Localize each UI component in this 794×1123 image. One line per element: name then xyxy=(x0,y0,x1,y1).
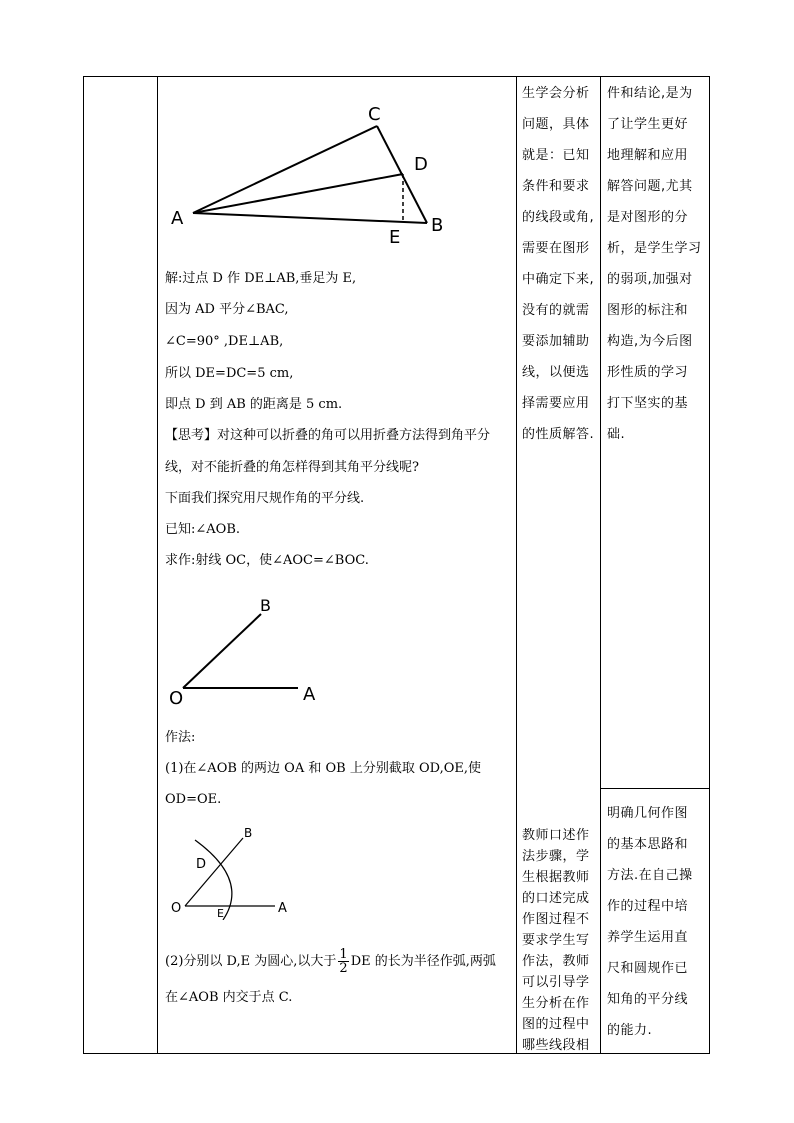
segment-ac xyxy=(193,126,377,213)
student-activity-column-bottom xyxy=(522,825,590,1056)
column-line: 作图过程不 xyxy=(522,912,590,927)
think-line-1 xyxy=(165,428,490,444)
column-divider xyxy=(600,76,601,1054)
column-line: 生学会分析 xyxy=(522,86,590,101)
column-line: 析，是学生学习 xyxy=(607,241,702,256)
method-line: 作法: xyxy=(165,730,196,745)
column-line: 的弱项,加强对 xyxy=(607,272,693,287)
column-line: 教师口述作 xyxy=(522,828,590,843)
think-text: 对这种可以折叠的角可以用折叠方法得到角平分 xyxy=(217,428,491,443)
column-line: 地理解和应用 xyxy=(607,148,689,163)
column-line: 的性质解答. xyxy=(522,427,595,442)
column-line: 是对图形的分 xyxy=(607,210,689,225)
triangle-figure xyxy=(165,95,465,250)
label-b: B xyxy=(260,596,271,615)
column-divider xyxy=(516,76,517,1054)
column-line: 择需要应用 xyxy=(522,396,590,411)
ray-ob xyxy=(185,838,243,906)
column-line: 的能力. xyxy=(607,1023,653,1038)
column-line: 打下坚实的基 xyxy=(607,396,689,411)
column-divider xyxy=(157,76,158,1054)
column-line: 法步骤，学 xyxy=(522,849,590,864)
column-line: 就是：已知 xyxy=(522,148,590,163)
fraction-half xyxy=(338,948,348,975)
label-o: O xyxy=(169,688,184,707)
label-a: A xyxy=(303,684,316,705)
column-line: 解答问题,尤其 xyxy=(607,179,693,194)
column-line: 件和结论,是为 xyxy=(607,86,693,101)
explore-line: 下面我们探究用尺规作角的平分线. xyxy=(165,491,365,506)
label-a: A xyxy=(171,208,184,229)
solution-line: 解:过点 D 作 DE⊥AB,垂足为 E, xyxy=(165,271,357,286)
ray-ob xyxy=(183,614,261,688)
label-b: B xyxy=(431,215,444,236)
column-line: 条件和要求 xyxy=(522,179,590,194)
column-line: 构造,为今后图 xyxy=(607,334,693,349)
conclusion-line: 所以 DE=DC=5 cm, xyxy=(165,366,294,381)
step2-text-a: (2)分别以 D,E 为圆心,以大于 xyxy=(165,954,337,969)
step1-line-b: OD=OE. xyxy=(165,792,222,807)
row-divider xyxy=(600,788,710,789)
step1-line-a: (1)在∠AOB 的两边 OA 和 OB 上分别截取 OD,OE,使 xyxy=(165,761,481,776)
label-e: E xyxy=(217,907,224,920)
column-line: 生根据教师 xyxy=(522,870,590,885)
column-line: 图形的标注和 xyxy=(607,303,689,318)
think-tag: 【思考】 xyxy=(165,428,218,443)
column-line: 线，以便选 xyxy=(522,365,590,380)
column-line: 方法.在自己操 xyxy=(607,868,693,883)
student-activity-column-top xyxy=(522,78,594,450)
column-line: 尺和圆规作已 xyxy=(607,961,689,976)
column-line: 要求学生写 xyxy=(522,933,590,948)
angle-figure xyxy=(165,592,335,707)
column-line: 没有的就需 xyxy=(522,303,590,318)
step2-line-c: 在∠AOB 内交于点 C. xyxy=(165,990,293,1005)
column-line: 要添加辅助 xyxy=(522,334,590,349)
column-line: 的线段或角, xyxy=(522,210,595,225)
column-line: 可以引导学 xyxy=(522,975,590,990)
segment-ab xyxy=(193,213,427,223)
column-line: 明确几何作图 xyxy=(607,806,689,821)
find-line: 求作:射线 OC，使∠AOC=∠BOC. xyxy=(165,553,369,568)
column-line: 了让学生更好 xyxy=(607,117,689,132)
step2-text-b: DE 的长为半径作弧,两弧 xyxy=(350,954,496,969)
column-line: 生分析在作 xyxy=(522,996,590,1011)
label-d: D xyxy=(196,857,207,872)
column-line: 作的过程中培 xyxy=(607,899,689,914)
arc-construction-figure xyxy=(165,820,305,920)
column-line: 础. xyxy=(607,427,626,442)
column-line: 知角的平分线 xyxy=(607,992,689,1007)
label-d: D xyxy=(414,154,428,175)
label-a: A xyxy=(278,901,287,916)
arc xyxy=(195,840,232,920)
label-e: E xyxy=(389,227,401,248)
column-line: 需要在图形 xyxy=(522,241,590,256)
column-line: 形性质的学习 xyxy=(607,365,689,380)
label-o: O xyxy=(171,901,182,916)
reason-line: 因为 AD 平分∠BAC, xyxy=(165,302,289,317)
column-line: 哪些线段相 xyxy=(522,1038,590,1053)
step2-line-a xyxy=(165,948,496,975)
design-intent-column-top xyxy=(607,78,702,450)
label-c: C xyxy=(368,104,381,125)
segment-ad xyxy=(193,174,403,213)
design-intent-column-bottom xyxy=(607,798,693,1046)
think-line-2: 线，对不能折叠的角怎样得到其角平分线呢? xyxy=(165,460,419,475)
fraction-denominator: 2 xyxy=(339,961,348,976)
column-line: 的基本思路和 xyxy=(607,837,689,852)
label-b: B xyxy=(244,826,253,840)
column-line: 中确定下来, xyxy=(522,272,595,287)
distance-line: 即点 D 到 AB 的距离是 5 cm. xyxy=(165,397,343,412)
column-line: 问题，具体 xyxy=(522,117,590,132)
column-line: 作法，教师 xyxy=(522,954,590,969)
given-line: ∠C=90° ,DE⊥AB, xyxy=(165,334,284,349)
column-line: 图的过程中 xyxy=(522,1017,590,1032)
fraction-numerator: 1 xyxy=(339,947,348,962)
column-line: 的口述完成 xyxy=(522,891,590,906)
known-line: 已知:∠AOB. xyxy=(165,522,241,537)
column-line: 养学生运用直 xyxy=(607,930,689,945)
